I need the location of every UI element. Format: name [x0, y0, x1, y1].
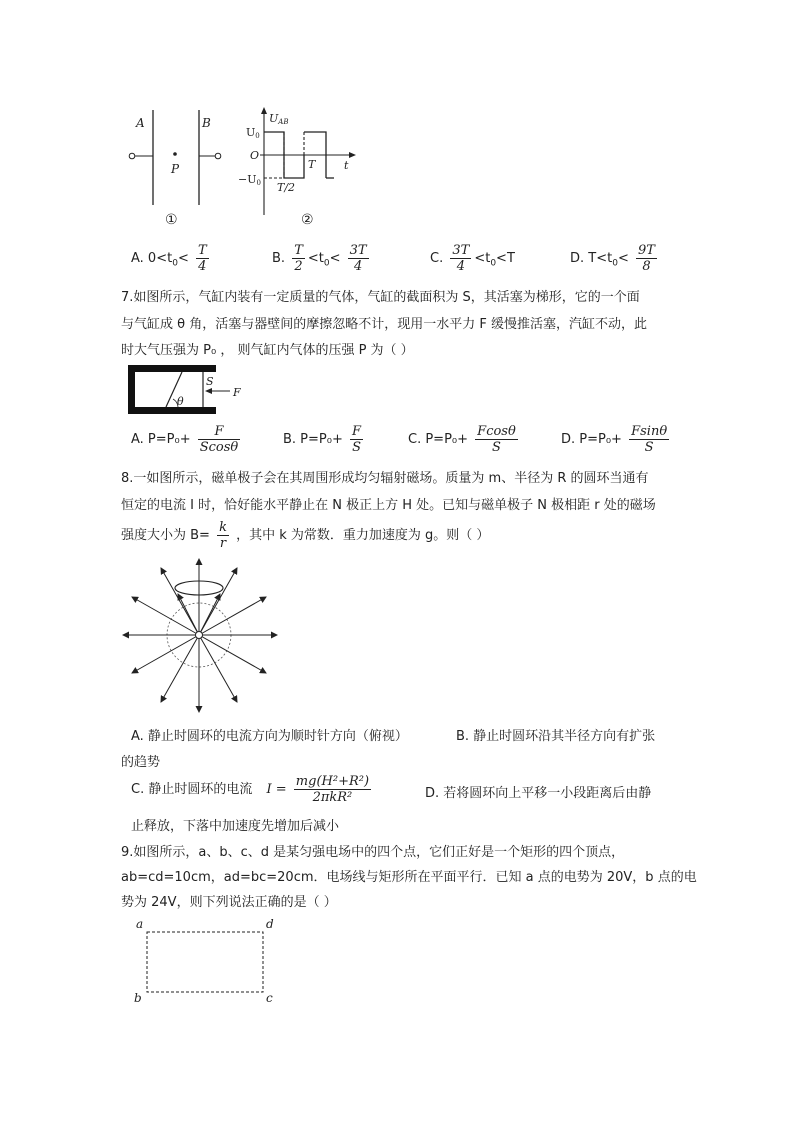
half-t-label: T/2 — [277, 181, 296, 194]
q8-option-d-cont: 止释放，下落中加速度先增加后减小 — [131, 819, 340, 834]
origin-label: O — [250, 149, 260, 162]
q8-option-b: B. 静止时圆环沿其半径方向有扩张 — [456, 729, 656, 744]
t-mark-label: T — [308, 158, 316, 171]
q8-option-c: C. 静止时圆环的电流 I = $\frac{\text{mg(H²+R²)}}{\text{2πkR²}}$ — [131, 774, 370, 805]
q6-option-c: C. $\frac{3T}{4}$ $<t_0<T$ — [430, 243, 515, 274]
svg-text:U0: U0 — [246, 126, 260, 140]
figure-q6 — [120, 105, 370, 230]
q7-option-b: B. P=P₀+ $\frac{F}{S}$ — [283, 424, 362, 455]
neg-u0-label: −U — [238, 173, 257, 186]
figure1-caption: ① — [165, 212, 178, 228]
q9-text-line1: 9.如图所示，a、b、c、d 是某匀强电场中的四个点，它们正好是一个矩形的四个顶点， — [121, 845, 625, 860]
q7-text-line2: 与气缸成 θ 角，活塞与器壁间的摩擦忽略不计，现用一水平力 F 缓慢推活塞，汽缸不动，此 — [121, 317, 647, 332]
q6-option-a: A. $0<t_0<$ $\frac{T}{4}$ — [131, 243, 207, 274]
point-p-label: P — [171, 162, 180, 176]
q7-text-line3: 时大气压强为 P₀ ， 则气缸内气体的压强 P 为（ ） — [121, 343, 414, 358]
q9-text-line2: ab=cd=10cm，ad=bc=20cm．电场线与矩形所在平面平行．已知 a 点的电势为 20V，b 点的电 — [121, 870, 697, 885]
fraction: $\frac{T}{4}$ — [197, 243, 207, 274]
point-b-label: b — [134, 991, 142, 1005]
theta-label: θ — [177, 395, 184, 408]
q7-option-d: D. P=P₀+ $\frac{Fsin\theta}{S}$ — [561, 424, 668, 455]
plate-a-label: A — [136, 116, 145, 130]
rectangle-abcd-figure — [130, 914, 280, 1006]
q7-option-a: A. P=P₀+ $\frac{F}{Scos\theta}$ — [131, 424, 239, 455]
q8-option-b-cont: 的趋势 — [121, 755, 161, 770]
q8-option-a: A. 静止时圆环的电流方向为顺时针方向（俯视） — [131, 729, 408, 744]
u-axis-sub: AB — [278, 118, 289, 126]
point-a-label: a — [136, 917, 144, 931]
q9-text-line3: 势为 24V，则下列说法正确的是（ ） — [121, 895, 337, 910]
q8-text-line1: 8.一如图所示，磁单极子会在其周围形成均匀辐射磁场。质量为 m、半径为 R 的圆环当通有 — [121, 471, 649, 486]
q8-option-d: D. 若将圆环向上平移一小段距离后由静 — [425, 786, 652, 801]
t-axis-label: t — [344, 159, 349, 172]
u-axis-label: U — [269, 112, 279, 125]
svg-text:−U0: −U0 — [238, 173, 261, 187]
plate-b-label: B — [202, 116, 211, 130]
point-d-label: d — [266, 917, 274, 931]
cylinder-piston-figure — [126, 363, 256, 418]
q6-option-d: D. $T<t_0<$ $\frac{9T}{8}$ — [570, 243, 655, 274]
f-label: F — [233, 386, 241, 399]
svg-text:UAB — [269, 112, 288, 126]
figure2-caption: ② — [301, 212, 314, 228]
q8-text-line2: 恒定的电流 I 时，恰好能水平静止在 N 极正上方 H 处。已知与磁单极子 N 极相距 r 处的磁场 — [121, 498, 656, 513]
point-c-label: c — [266, 991, 273, 1005]
u0-label: U — [246, 126, 256, 139]
q7-option-c: C. P=P₀+ $\frac{Fcos\theta}{S}$ — [408, 424, 516, 455]
q6-option-b: B. $\frac{T}{2}$ $<t_0<$ $\frac{3T}{4}$ — [272, 243, 367, 274]
magnetic-monopole-figure — [120, 556, 282, 718]
q7-text-line1: 7.如图所示，气缸内装有一定质量的气体，气缸的截面积为 S，其活塞为梯形，它的一个面 — [121, 290, 640, 305]
q8-text-line3: 强度大小为 B= $\frac{k}{r}$ ，其中 k 为常数．重力加速度为 g。则（ ） — [121, 520, 490, 551]
s-label: S — [206, 375, 214, 388]
